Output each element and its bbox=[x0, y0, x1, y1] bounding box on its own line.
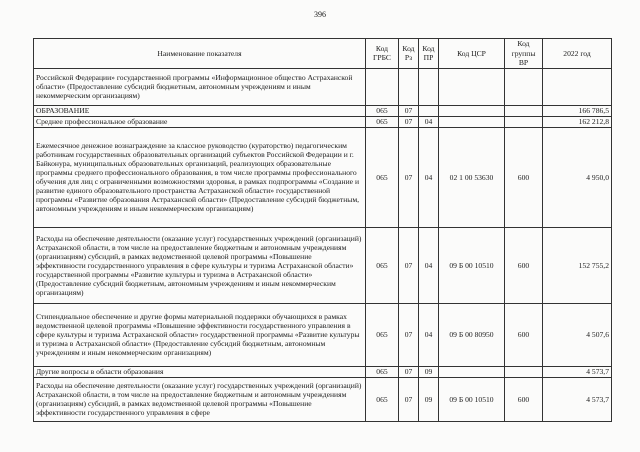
row-rz: 07 bbox=[399, 366, 419, 377]
row-vr bbox=[505, 116, 543, 127]
row-grbs bbox=[366, 68, 399, 105]
row-name: ОБРАЗОВАНИЕ bbox=[34, 105, 366, 116]
row-rz: 07 bbox=[399, 303, 419, 366]
row-csr bbox=[439, 68, 505, 105]
row-amount: 4 950,0 bbox=[543, 127, 612, 227]
row-pr bbox=[419, 105, 439, 116]
row-vr: 600 bbox=[505, 227, 543, 303]
row-csr: 09 Б 00 80950 bbox=[439, 303, 505, 366]
row-amount bbox=[543, 68, 612, 105]
row-rz bbox=[399, 68, 419, 105]
row-amount: 4 573,7 bbox=[543, 377, 612, 421]
row-csr: 09 Б 00 10510 bbox=[439, 227, 505, 303]
row-name: Расходы на обеспечение деятельности (оказание услуг) государственных учреждений (организаций) Астраханской области, в том числе на предоставление бюджетным и автономным учреждениям (организациям) субсидий, в рамках ведомственной целевой программы «Повышение эффективности государственного управления в сфере bbox=[34, 377, 366, 421]
row-vr: 600 bbox=[505, 377, 543, 421]
header-name: Наименование показателя bbox=[34, 39, 366, 69]
header-vr: Код группы ВР bbox=[505, 39, 543, 69]
row-grbs: 065 bbox=[366, 227, 399, 303]
row-grbs: 065 bbox=[366, 377, 399, 421]
row-grbs: 065 bbox=[366, 127, 399, 227]
row-name: Российской Федерации» государственной программы «Информационное общество Астраханской области» (Предоставление субсидий бюджетным, автономным учреждениям и иным некоммерческим организациям) bbox=[34, 68, 366, 105]
row-pr: 04 bbox=[419, 303, 439, 366]
row-rz: 07 bbox=[399, 127, 419, 227]
table-row bbox=[34, 366, 612, 377]
row-name: Расходы на обеспечение деятельности (оказание услуг) государственных учреждений (организаций) Астраханской области, в том числе на предоставление бюджетным и автономным учреждениям (организациям) субсидий, в рамках ведомственной целевой программы «Повышение эффективности государственного управления в сфере культуры и туризма Астраханской области» государственной программы «Развитие культуры и туризма в Астраханской области» (Предоставление субсидий бюджетным, автономным учреждениям и иным некоммерческим организациям) bbox=[34, 227, 366, 303]
row-amount: 166 786,5 bbox=[543, 105, 612, 116]
table-header-row bbox=[34, 39, 612, 69]
budget-table bbox=[33, 38, 612, 422]
header-grbs: Код ГРБС bbox=[366, 39, 399, 69]
row-pr: 04 bbox=[419, 127, 439, 227]
table-row bbox=[34, 105, 612, 116]
row-csr: 02 1 00 53630 bbox=[439, 127, 505, 227]
header-rz: Код Рз bbox=[399, 39, 419, 69]
row-pr: 09 bbox=[419, 366, 439, 377]
row-rz: 07 bbox=[399, 116, 419, 127]
row-name: Ежемесячное денежное вознаграждение за классное руководство (кураторство) педагогическим работникам государственных образовательных организаций субъектов Российской Федерации и г. Байконура, муниципальных образовательных организаций, реализующих образовательные программы среднего профессионального образования, в том числе программы профессионального обучения для лиц с ограниченными возможностями здоровья, в рамках подпрограммы «Создание и развитие единого образовательного пространства Астраханской области» государственной программы «Развитие образования Астраханской области» (Предоставление субсидий бюджетным, автономным учреждениям и иным некоммерческим организациям) bbox=[34, 127, 366, 227]
row-vr bbox=[505, 366, 543, 377]
header-pr: Код ПР bbox=[419, 39, 439, 69]
row-rz: 07 bbox=[399, 105, 419, 116]
row-csr bbox=[439, 105, 505, 116]
row-pr bbox=[419, 68, 439, 105]
row-vr bbox=[505, 105, 543, 116]
row-name: Другие вопросы в области образования bbox=[34, 366, 366, 377]
row-rz: 07 bbox=[399, 377, 419, 421]
row-amount: 4 507,6 bbox=[543, 303, 612, 366]
header-csr: Код ЦСР bbox=[439, 39, 505, 69]
page-number: 396 bbox=[314, 10, 326, 19]
row-pr: 04 bbox=[419, 227, 439, 303]
row-rz: 07 bbox=[399, 227, 419, 303]
row-amount: 162 212,8 bbox=[543, 116, 612, 127]
row-vr: 600 bbox=[505, 127, 543, 227]
row-csr: 09 Б 00 10510 bbox=[439, 377, 505, 421]
row-vr bbox=[505, 68, 543, 105]
row-name: Среднее профессиональное образование bbox=[34, 116, 366, 127]
row-csr bbox=[439, 116, 505, 127]
row-amount: 152 755,2 bbox=[543, 227, 612, 303]
row-grbs: 065 bbox=[366, 303, 399, 366]
table-row bbox=[34, 68, 612, 105]
header-year: 2022 год bbox=[543, 39, 612, 69]
row-name: Стипендиальное обеспечение и другие формы материальной поддержки обучающихся в рамках ведомственной целевой программы «Повышение эффективности государственного управления в сфере культуры и туризма Астраханской области» государственной программы «Развитие культуры и туризма в Астраханской области» (Предоставление субсидий бюджетным, автономным учреждениям и иным некоммерческим организациям) bbox=[34, 303, 366, 366]
row-grbs: 065 bbox=[366, 105, 399, 116]
row-grbs: 065 bbox=[366, 366, 399, 377]
row-amount: 4 573,7 bbox=[543, 366, 612, 377]
table-row bbox=[34, 127, 612, 227]
table-row bbox=[34, 377, 612, 421]
row-vr: 600 bbox=[505, 303, 543, 366]
row-csr bbox=[439, 366, 505, 377]
row-pr: 04 bbox=[419, 116, 439, 127]
table-row bbox=[34, 303, 612, 366]
row-grbs: 065 bbox=[366, 116, 399, 127]
row-pr: 09 bbox=[419, 377, 439, 421]
table-row bbox=[34, 116, 612, 127]
table-row bbox=[34, 227, 612, 303]
